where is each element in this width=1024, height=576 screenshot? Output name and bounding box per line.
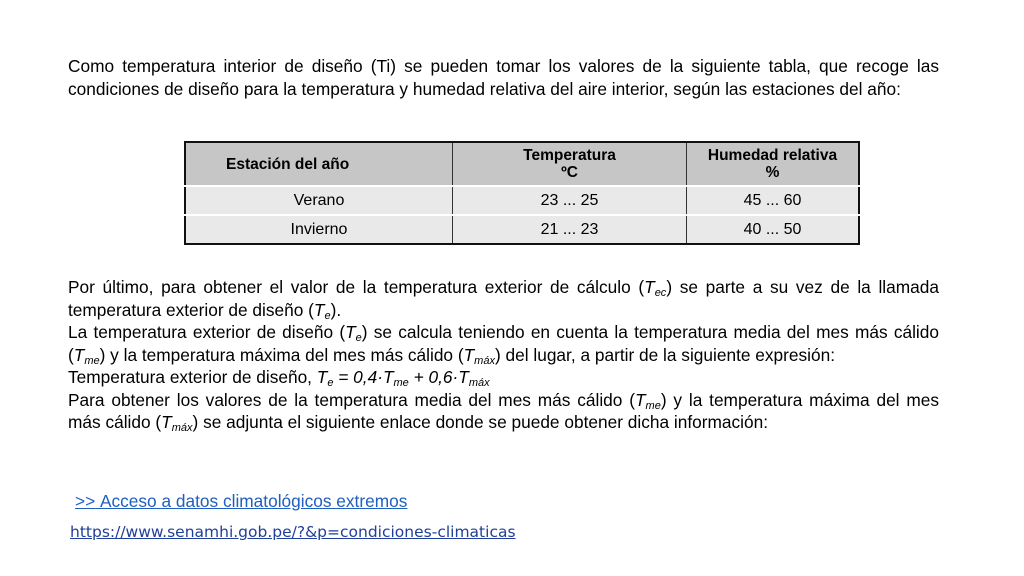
paragraph-design-temperature: La temperatura exterior de diseño $(T_e)$ se calcula teniendo en cuenta la temperatura media del mes más cálido $(T_{me})$ y la temperatura máxima del mes más cálido $(T_{máx})$ del lugar, a partir de la siguiente expresión: [68,322,939,367]
intro-text: Como temperatura interior de diseño (Ti) se pueden tomar los valores de la siguiente tabla, que recoge las condiciones de diseño para la temperatura y humedad relativa del aire interior, según las estaciones del año: [68,56,939,99]
cell-temperature: 21 ... 23 [453,215,687,244]
formula-line: Temperatura exterior de diseño, $T_e = 0,4\cdot T_{me} + 0,6\cdot T_{máx}$ [68,367,490,389]
intro-paragraph [68,55,939,100]
cell-temperature: 23 ... 25 [453,186,687,215]
table-header-row [185,142,859,186]
senamhi-url-link[interactable]: https://www.senamhi.gob.pe/?&p=condiciones-climaticas [70,523,516,541]
paragraph-link-info: Para obtener los valores de la temperatura media del mes más cálido $(T_{me})$ y la temperatura máxima del mes más cálido $(T_{máx})$ se adjunta el siguiente enlace donde se puede obtener dicha información: [68,389,939,434]
cell-humidity: 40 ... 50 [687,215,860,244]
header-humidity: Humedad relativa % [687,142,860,186]
body-paragraphs [68,276,939,434]
paragraph-calc-temperature: Por último, para obtener el valor de la temperatura exterior de cálculo $(T_{ec})$ se parte a su vez de la llamada temperatura exterior de diseño $(T_e)$. [68,277,939,322]
cell-season: Verano [185,186,453,215]
table-row [185,186,859,215]
climate-data-link[interactable]: >> Acceso a datos climatológicos extremos [75,491,408,511]
cell-season: Invierno [185,215,453,244]
design-conditions-table [184,141,860,245]
header-temperature: Temperatura ºC [453,142,687,186]
cell-humidity: 45 ... 60 [687,186,860,215]
header-season: Estación del año [185,142,453,186]
table-row [185,215,859,244]
